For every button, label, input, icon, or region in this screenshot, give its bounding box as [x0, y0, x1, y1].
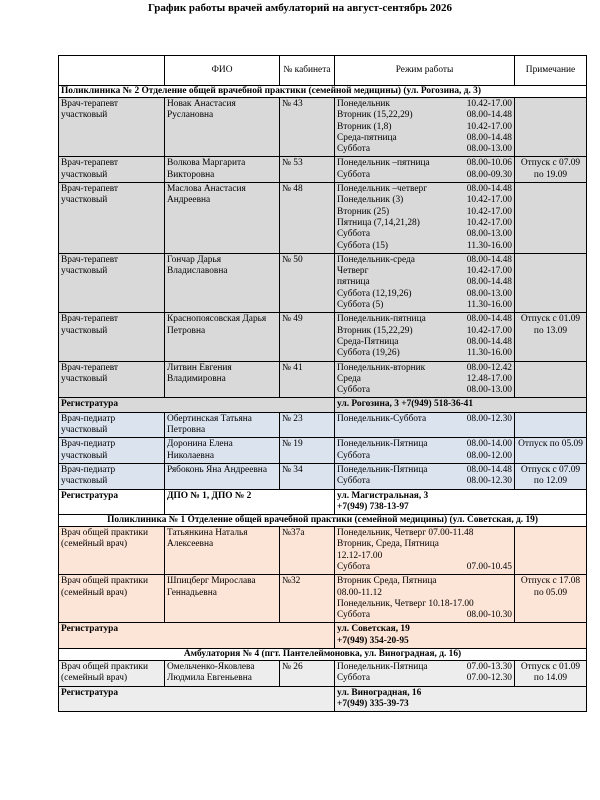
- schedule-day: Понедельник –четверг: [337, 184, 428, 195]
- schedule-day: Понедельник-среда: [337, 254, 415, 265]
- schedule-day: Четверг: [337, 266, 369, 277]
- registry-dpo: ДПО № 1, ДПО № 2: [165, 489, 335, 515]
- fio-cell: Волкова Маргарита Викторовна: [165, 157, 280, 183]
- fio-cell: Доронина Елена Николаевна: [165, 438, 280, 464]
- cabinet-cell: № 53: [280, 157, 335, 183]
- fio-cell: Татьянкина Наталья Алексеевна: [165, 527, 280, 575]
- schedule-day: Суббота: [337, 229, 371, 240]
- schedule-line: [337, 110, 512, 121]
- schedule-time: 08.00-14.48: [466, 110, 512, 121]
- registry-label: Регистратура: [59, 686, 335, 712]
- schedule-day: Понедельник-Пятница: [337, 464, 428, 475]
- schedule-cell: [335, 183, 515, 254]
- page-title: График работы врачей амбулаторий на август-сентябрь 2026: [147, 2, 453, 14]
- registry-label: Регистратура: [59, 623, 335, 649]
- position-cell: Врач общей практики (семейный врач): [59, 575, 165, 623]
- fio-cell: Гончар Дарья Владиславовна: [165, 253, 280, 312]
- schedule-day: Суббота: [337, 476, 371, 487]
- note-cell: Отпуск с 07.09 по 12.09: [515, 463, 587, 489]
- cabinet-cell: № 23: [280, 412, 335, 438]
- schedule-line: [337, 414, 512, 425]
- cabinet-cell: № 43: [280, 98, 335, 157]
- schedule-line: [337, 374, 512, 385]
- schedule-day: Понедельник (3): [337, 195, 404, 206]
- schedule-time: 07.00-12.30: [466, 673, 512, 684]
- schedule-line: [337, 158, 512, 169]
- fio-cell: Шпицберг Мирослава Геннадьевна: [165, 575, 280, 623]
- note-cell: [515, 98, 587, 157]
- registry-row: [59, 623, 587, 649]
- schedule-cell: [335, 527, 515, 575]
- schedule-time: 08.00-10.06: [466, 158, 512, 169]
- schedule-day: Среда-Пятница: [337, 336, 399, 347]
- registry-addr: ул. Виноградная, 16: [337, 687, 422, 698]
- doctor-row: [59, 575, 587, 623]
- schedule-time: 08.00-12.30: [466, 413, 512, 424]
- fio-cell: Маслова Анастасия Андреевна: [165, 183, 280, 254]
- header-cabinet: № кабинета: [280, 56, 335, 86]
- schedule-line: [337, 348, 512, 359]
- header-mode: Режим работы: [335, 56, 515, 86]
- fio-cell: Литвин Евгения Владимировна: [165, 361, 280, 398]
- registry-addr: ул. Советская, 19: [337, 624, 410, 635]
- section-heading: Поликлиника № 2 Отделение общей врачебной практики (семейной медицины) (ул. Рогозина, д. 3): [59, 86, 587, 98]
- schedule-line: [337, 562, 512, 573]
- schedule-line: [337, 266, 512, 277]
- schedule-cell: [335, 98, 515, 157]
- registry-info: [335, 623, 587, 649]
- schedule-cell: [335, 661, 515, 687]
- schedule-line: 12.12-17.00: [337, 550, 383, 561]
- registry-info: ул. Рогозина, 3 +7(949) 518-36-41: [335, 398, 587, 412]
- cabinet-cell: №37а: [280, 527, 335, 575]
- cabinet-cell: № 41: [280, 361, 335, 398]
- schedule-time: 08.00-12.00: [466, 450, 512, 461]
- registry-addr: ул. Магистральная, 3: [337, 490, 429, 501]
- schedule-day: Суббота: [337, 385, 371, 396]
- schedule-day: Суббота: [337, 561, 371, 572]
- doctor-row: [59, 157, 587, 183]
- doctor-row: [59, 463, 587, 489]
- schedule-time: 07.00-10.45: [466, 561, 512, 572]
- schedule-line: [337, 122, 512, 133]
- schedule-time: 08.00-12.42: [466, 362, 512, 373]
- schedule-time: 08.00-14.48: [466, 254, 512, 265]
- cabinet-cell: № 49: [280, 313, 335, 361]
- note-cell: [515, 183, 587, 254]
- schedule-day: Суббота: [337, 610, 371, 621]
- registry-phone: +7(949) 335-39-73: [337, 698, 409, 709]
- schedule-day: Среда-пятница: [337, 132, 397, 143]
- schedule-line: [337, 314, 512, 325]
- schedule-day: пятница: [337, 277, 370, 288]
- position-cell: Врач-терапевт участковый: [59, 157, 165, 183]
- schedule-cell: [335, 438, 515, 464]
- schedule-line: [337, 133, 512, 144]
- note-cell: Отпуск с 17.08 по 05.09: [515, 575, 587, 623]
- position-cell: Врач-педиатр участковый: [59, 463, 165, 489]
- schedule-line: [337, 363, 512, 374]
- fio-cell: Краснопоясовская Дарья Петровна: [165, 313, 280, 361]
- schedule-time: 08.00-14.48: [466, 277, 512, 288]
- schedule-day: Пятница (7,14,21,28): [337, 217, 420, 228]
- position-cell: Врач-педиатр участковый: [59, 412, 165, 438]
- schedule-day: Вторник (15,22,29): [337, 325, 413, 336]
- fio-cell: Омельченко-Яковлева Людмила Евгеньевна: [165, 661, 280, 687]
- schedule-day: Понедельник-пятница: [337, 314, 426, 325]
- schedule-line: [337, 289, 512, 300]
- schedule-day: Среда: [337, 373, 361, 384]
- schedule-time: 11.30-16.00: [467, 348, 512, 359]
- schedule-time: 08.00-13.00: [466, 288, 512, 299]
- schedule-time: 08.00-14.00: [466, 439, 512, 450]
- cabinet-cell: № 34: [280, 463, 335, 489]
- position-cell: Врач общей практики (семейный врач): [59, 661, 165, 687]
- fio-cell: Рябоконь Яна Андреевна: [165, 463, 280, 489]
- position-cell: Врач общей практики (семейный врач): [59, 527, 165, 575]
- schedule-line: [337, 218, 512, 229]
- schedule-line: [337, 439, 512, 450]
- section-heading: [59, 515, 587, 527]
- schedule-day: Суббота (15): [337, 240, 389, 251]
- cabinet-cell: № 48: [280, 183, 335, 254]
- doctor-row: [59, 313, 587, 361]
- schedule-line: [337, 207, 512, 218]
- schedule-line: [337, 195, 512, 206]
- schedule-day: Понедельник-Пятница: [337, 662, 428, 673]
- schedule-time: 08.00-12.30: [466, 476, 512, 487]
- schedule-day: Понедельник-Пятница: [337, 439, 428, 450]
- registry-row: [59, 398, 587, 412]
- position-cell: Врач-терапевт участковый: [59, 98, 165, 157]
- position-cell: Врач-терапевт участковый: [59, 253, 165, 312]
- note-cell: Отпуск с 01.09 по 14.09: [515, 661, 587, 687]
- schedule-time: 10.42-17.00: [466, 266, 512, 277]
- schedule-time: 10.42-17.00: [466, 99, 512, 109]
- schedule-line: [337, 241, 512, 252]
- schedule-cell: [335, 157, 515, 183]
- schedule-line: [337, 673, 512, 684]
- cabinet-cell: № 19: [280, 438, 335, 464]
- registry-row: [59, 686, 587, 712]
- schedule-line: Понедельник, Четверг 10.18-17.00: [337, 598, 474, 609]
- schedule-time: 08.00-13.00: [466, 229, 512, 240]
- schedule-time: 08.00-14.48: [466, 184, 512, 195]
- schedule-line: [337, 300, 512, 311]
- schedule-day: Суббота: [337, 450, 371, 461]
- registry-row: [59, 489, 587, 515]
- schedule-line: Вторник Среда, Пятница: [337, 576, 437, 587]
- doctor-row: [59, 183, 587, 254]
- header-position: [59, 56, 165, 86]
- schedule-table: [58, 55, 587, 712]
- schedule-line: [337, 465, 512, 476]
- header-fio: ФИО: [165, 56, 280, 86]
- schedule-cell: [335, 361, 515, 398]
- cabinet-cell: №32: [280, 575, 335, 623]
- note-cell: Отпуск с 07.09 по 19.09: [515, 157, 587, 183]
- schedule-day: Суббота: [337, 673, 371, 684]
- schedule-line: [337, 662, 512, 673]
- registry-phone: +7(949) 354-20-95: [337, 635, 409, 646]
- doctor-row: [59, 438, 587, 464]
- schedule-line: [337, 229, 512, 240]
- note-cell: Отпуск по 05.09: [515, 438, 587, 464]
- schedule-day: Суббота: [337, 144, 371, 155]
- schedule-time: 08.00-10.30: [466, 610, 512, 621]
- schedule-time: 10.42-17.00: [466, 121, 512, 132]
- schedule-day: Суббота (19,26): [337, 348, 400, 359]
- schedule-time: 10.42-17.00: [466, 206, 512, 217]
- schedule-cell: [335, 463, 515, 489]
- section-title: Амбулатория № 4 (пгт. Пантелеймоновка, ул. Виноградная, д. 16): [59, 649, 587, 661]
- schedule-line: [337, 255, 512, 266]
- schedule-time: 08.00-13.00: [466, 144, 512, 155]
- registry-label: Регистратура: [59, 398, 335, 412]
- schedule-day: Суббота (12,19,26): [337, 288, 412, 299]
- fio-cell: Новак Анастасия Руслановна: [165, 98, 280, 157]
- schedule-line: [337, 451, 512, 462]
- schedule-day: Вторник (15,22,29): [337, 110, 413, 121]
- doctor-row: [59, 253, 587, 312]
- schedule-time: 08.00-13.00: [466, 385, 512, 396]
- note-cell: [515, 527, 587, 575]
- schedule-cell: [335, 575, 515, 623]
- note-cell: Отпуск с 01.09 по 13.09: [515, 313, 587, 361]
- cabinet-cell: № 50: [280, 253, 335, 312]
- header-note: Примечание: [515, 56, 587, 86]
- schedule-day: Понедельник: [337, 99, 390, 109]
- doctor-row: [59, 661, 587, 687]
- note-cell: [515, 412, 587, 438]
- schedule-time: 08.00-14.48: [466, 132, 512, 143]
- schedule-day: Понедельник-Суббота: [337, 413, 427, 424]
- position-cell: Врач-педиатр участковый: [59, 438, 165, 464]
- schedule-line: [337, 99, 512, 110]
- schedule-time: 07.00-13.30: [466, 662, 512, 673]
- position-cell: Врач-терапевт участковый: [59, 183, 165, 254]
- schedule-day: Понедельник-вторник: [337, 362, 426, 373]
- position-cell: Врач-терапевт участковый: [59, 361, 165, 398]
- schedule-time: 08.00-14.48: [466, 336, 512, 347]
- schedule-line: Понедельник, Четверг 07.00-11.48: [337, 528, 474, 539]
- schedule-line: [337, 144, 512, 155]
- doctor-row: [59, 527, 587, 575]
- schedule-day: Вторник (25): [337, 206, 390, 217]
- header-row: [59, 56, 587, 86]
- schedule-line: 08.00-11.12: [337, 587, 382, 598]
- registry-label: Регистратура: [59, 489, 165, 515]
- registry-phone: +7(949) 738-13-97: [337, 501, 409, 512]
- schedule-line: [337, 476, 512, 487]
- section-title: Поликлиника № 1 Отделение общей врачебной практики (семейной медицины) (ул. Советская, д. 19): [59, 515, 587, 527]
- schedule-time: 10.42-17.00: [466, 325, 512, 336]
- schedule-time: 10.42-17.00: [466, 195, 512, 206]
- schedule-line: [337, 337, 512, 348]
- doctor-row: [59, 412, 587, 438]
- schedule-day: Понедельник –пятница: [337, 158, 430, 169]
- schedule-line: Вторник, Среда, Пятница: [337, 539, 439, 550]
- schedule-line: [337, 610, 512, 621]
- schedule-line: [337, 385, 512, 396]
- note-cell: [515, 253, 587, 312]
- schedule-line: [337, 184, 512, 195]
- schedule-time: 08.00-09.30: [466, 169, 512, 180]
- doctor-row: [59, 361, 587, 398]
- registry-info: [335, 686, 587, 712]
- schedule-time: 12.48-17.00: [466, 373, 512, 384]
- schedule-day: Суббота: [337, 169, 371, 180]
- schedule-day: Суббота (5): [337, 300, 384, 311]
- schedule-time: 08.00-14.48: [466, 314, 512, 325]
- schedule-time: 11.30-16.00: [467, 300, 512, 311]
- registry-info: [335, 489, 587, 515]
- schedule-cell: [335, 253, 515, 312]
- schedule-time: 10.42-17.00: [466, 217, 512, 228]
- schedule-time: 11.30-16.00: [467, 240, 512, 251]
- schedule-cell: [335, 412, 515, 438]
- position-cell: Врач-терапевт участковый: [59, 313, 165, 361]
- schedule-day: Вторник (1,8): [337, 121, 392, 132]
- cabinet-cell: № 26: [280, 661, 335, 687]
- schedule-line: [337, 326, 512, 337]
- note-cell: [515, 361, 587, 398]
- schedule-line: [337, 277, 512, 288]
- schedule-time: 08.00-14.48: [466, 464, 512, 475]
- schedule-line: [337, 170, 512, 181]
- section-heading: [59, 649, 587, 661]
- schedule-cell: [335, 313, 515, 361]
- fio-cell: Обертинская Татьяна Петровна: [165, 412, 280, 438]
- doctor-row: [59, 98, 587, 157]
